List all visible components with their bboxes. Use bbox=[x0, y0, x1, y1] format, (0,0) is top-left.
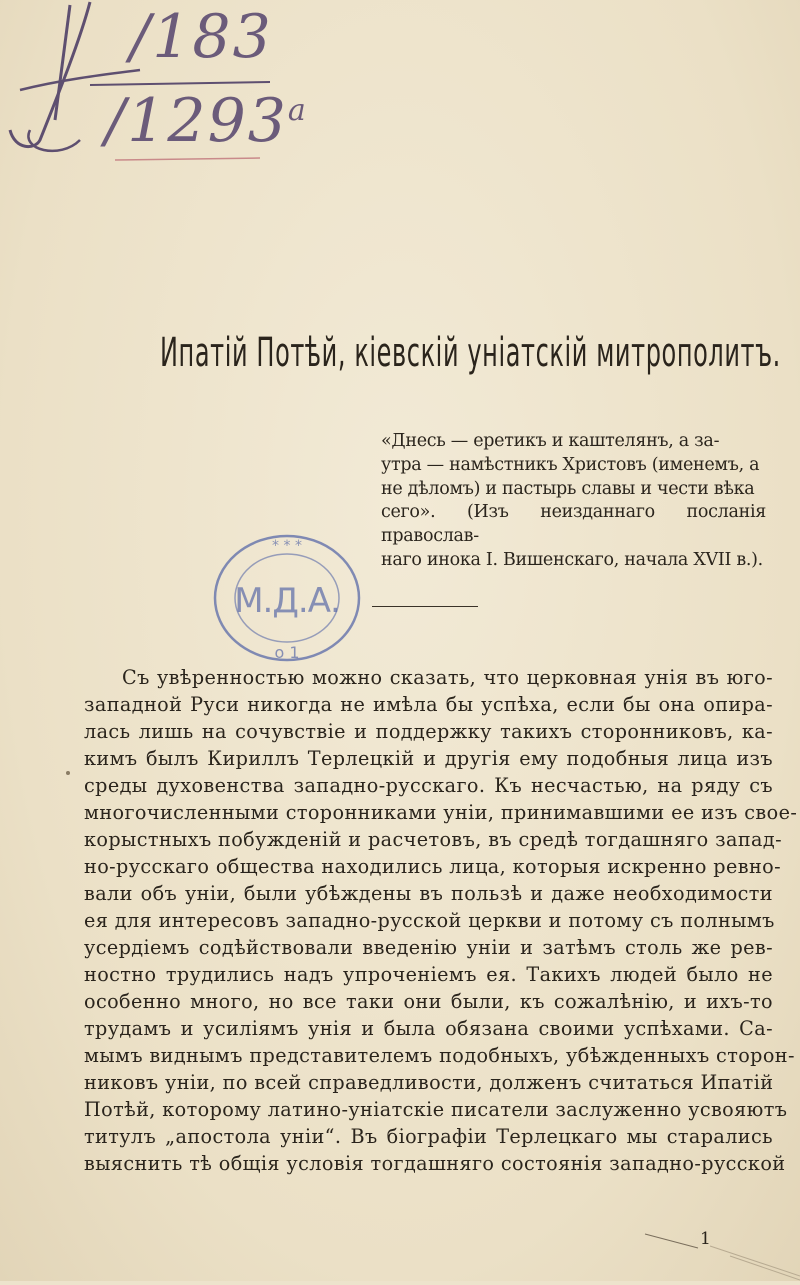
body-line: Потѣй, которому латино-уніатскіе писатели заслуженно усвояютъ bbox=[84, 1098, 788, 1121]
epigraph-line: утра — намѣстникъ Христовъ (именемъ, а bbox=[381, 454, 760, 475]
body-line: титулъ „апостола уніи“. Въ біографіи Терлецкаго мы старались bbox=[84, 1125, 773, 1148]
paper-speck bbox=[66, 771, 70, 775]
body-line: кимъ былъ Кириллъ Терлецкій и другія ему подобныя лица изъ bbox=[84, 747, 773, 770]
body-line: Съ увѣренностью можно сказать, что церковная унія въ юго- bbox=[122, 666, 773, 689]
body-line: многочисленными сторонниками уніи, принимавшими ее изъ свое- bbox=[84, 801, 798, 824]
epigraph bbox=[381, 430, 766, 573]
body-line: особенно много, но все таки они были, къ сожалѣнію, и ихъ-то bbox=[84, 990, 773, 1013]
svg-text:М.Д.А.: М.Д.А. bbox=[234, 581, 340, 621]
body-line: западной Руси никогда не имѣла бы успѣха, если бы она опира- bbox=[84, 693, 773, 716]
article-title: Ипатій Потѣй, кіевскій уніатскій митрополитъ. bbox=[159, 330, 781, 376]
body-line: никовъ уніи, по всей справедливости, долженъ считаться Ипатій bbox=[84, 1071, 774, 1094]
body-line: среды духовенства западно-русскаго. Къ несчастью, на ряду съ bbox=[84, 774, 773, 797]
library-stamp bbox=[207, 526, 367, 666]
shelf-mark-number-2-sup: a bbox=[287, 93, 308, 128]
body-line: лась лишь на сочувствіе и поддержку такихъ сторонниковъ, ка- bbox=[84, 720, 773, 743]
svg-text:о 1: о 1 bbox=[274, 643, 300, 662]
body-line: но-русскаго общества находились лица, которыя искренно ревно- bbox=[84, 855, 781, 878]
body-text bbox=[84, 664, 798, 1177]
epigraph-line: не дѣломъ) и пастырь славы и чести вѣка bbox=[381, 478, 755, 499]
body-line: ея для интересовъ западно-русской церкви и потому съ полнымъ bbox=[84, 909, 775, 932]
handwritten-shelf-mark bbox=[0, 0, 320, 180]
body-line: трудамъ и усиліямъ унія и была обязана своими успѣхами. Са- bbox=[84, 1017, 773, 1040]
body-line: усердіемъ содѣйствовали введенію уніи и затѣмъ столь же рев- bbox=[84, 936, 773, 959]
epigraph-line: сего». (Изъ неизданнаго посланія православ- bbox=[381, 502, 766, 547]
body-line: корыстныхъ побужденій и расчетовъ, въ средѣ тогдашняго запад- bbox=[84, 828, 782, 851]
body-line: вали объ уніи, были убѣждены въ пользѣ и даже необходимости bbox=[84, 882, 773, 905]
corner-fold-icon bbox=[700, 1236, 800, 1281]
shelf-mark-number-2 bbox=[105, 86, 308, 156]
epigraph-divider bbox=[372, 606, 478, 607]
svg-text:* * *: * * * bbox=[272, 538, 302, 554]
shelf-mark-number-1: /183 bbox=[130, 2, 273, 72]
shelf-mark-number-2-main: /1293 bbox=[105, 86, 288, 156]
body-line: мымъ виднымъ представителемъ подобныхъ, убѣжденныхъ сторон- bbox=[84, 1044, 795, 1067]
body-line: ностно трудились надъ упроченіемъ ея. Такихъ людей было не bbox=[84, 963, 773, 986]
page-number: 1 bbox=[700, 1229, 711, 1249]
epigraph-line: наго инока І. Вишенскаго, начала XVII в.). bbox=[381, 549, 763, 570]
stamp-seal-icon bbox=[207, 526, 367, 666]
page-corner-shadow bbox=[700, 1236, 800, 1281]
body-line: выяснить тѣ общія условія тогдашняго состоянія западно-русской bbox=[84, 1152, 786, 1175]
epigraph-line: «Днесь — еретикъ и каштелянъ, а за- bbox=[381, 431, 720, 451]
